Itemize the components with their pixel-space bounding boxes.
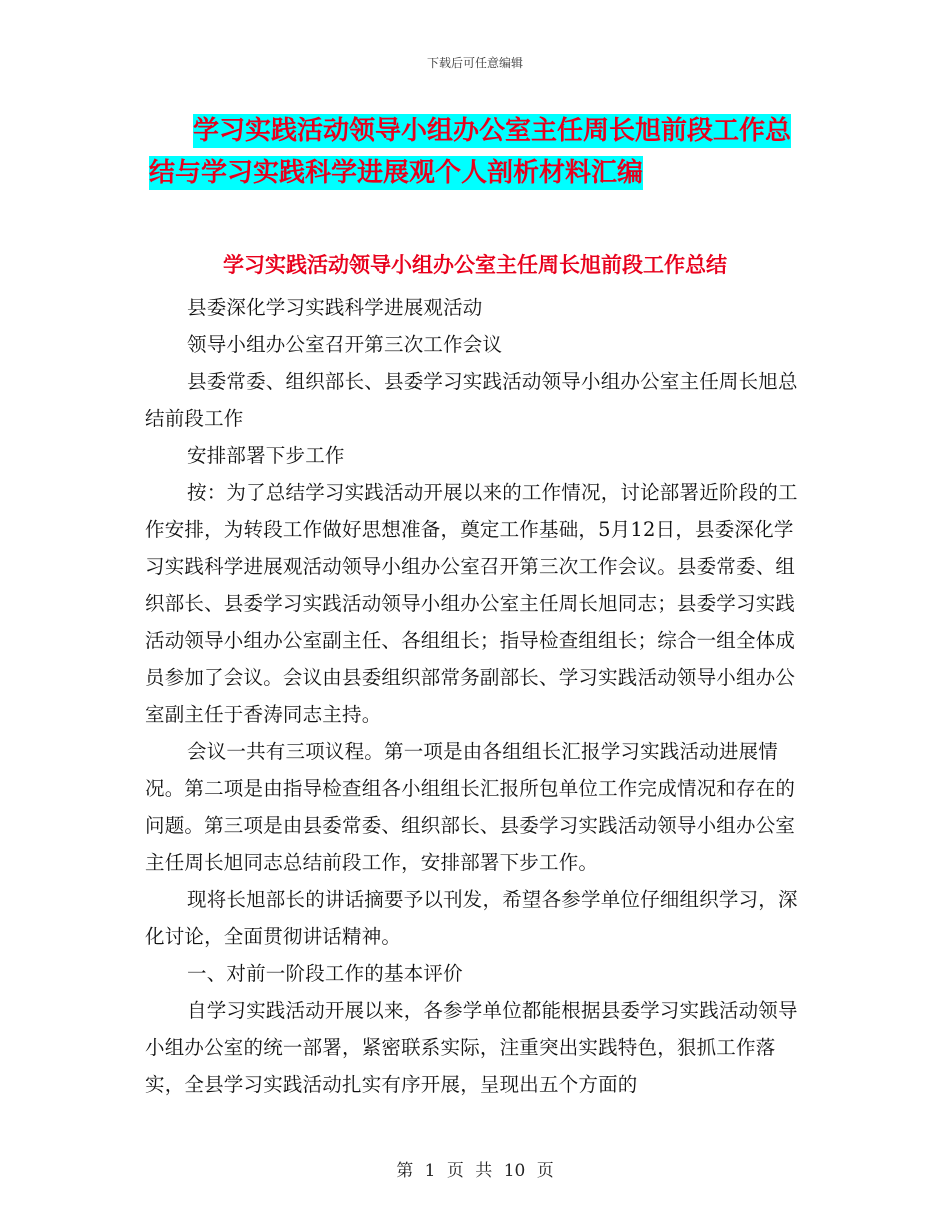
paragraph: 县委常委、组织部长、县委学习实践活动领导小组办公室主任周长旭总结前段工作 bbox=[145, 370, 798, 430]
paragraph: 现将长旭部长的讲话摘要予以刊发，希望各参学单位仔细组织学习，深化讨论，全面贯彻讲话精神。 bbox=[145, 888, 798, 948]
paragraph: 按：为了总结学习实践活动开展以来的工作情况，讨论部署近阶段的工作安排，为转段工作做好思想准备，奠定工作基础，5月12日，县委深化学习实践科学进展观活动领导小组办公室召开第三次工作会议。县委常委、组织部长、县委学习实践活动领导小组办公室主任周长旭同志；县委学习实践活动领导小组办公室副主任、各组组长；指导检查组组长；综合一组全体成员参加了会议。会议由县委组织部常务副部长、学习实践活动领导小组办公室副主任于香涛同志主持。 bbox=[145, 481, 798, 726]
paragraph: 自学习实践活动开展以来，各参学单位都能根据县委学习实践活动领导小组办公室的统一部署，紧密联系实际，注重突出实践特色，狠抓工作落实，全县学习实践活动扎实有序开展，呈现出五个方面的 bbox=[145, 999, 798, 1096]
document-title-line-1 bbox=[145, 110, 815, 152]
title-highlight-2: 结与学习实践科学进展观个人剖析材料汇编 bbox=[149, 158, 644, 188]
document-title-line-2 bbox=[145, 152, 815, 194]
paragraph: 会议一共有三项议程。第一项是由各组组长汇报学习实践活动进展情况。第二项是由指导检查组各小组组长汇报所包单位工作完成情况和存在的问题。第三项是由县委常委、组织部长、县委学习实践活动领导小组办公室主任周长旭同志总结前段工作，安排部署下步工作。 bbox=[145, 740, 796, 874]
section-title: 学习实践活动领导小组办公室主任周长旭前段工作总结 bbox=[223, 253, 727, 277]
paragraph: 安排部署下步工作 bbox=[187, 444, 345, 467]
paragraph: 一、对前一阶段工作的基本评价 bbox=[187, 962, 463, 985]
paragraph: 县委深化学习实践科学进展观活动 bbox=[187, 296, 483, 319]
document-body bbox=[145, 289, 805, 1103]
document-title bbox=[145, 110, 815, 194]
title-highlight-1: 学习实践活动领导小组办公室主任周长旭前段工作总 bbox=[193, 116, 792, 146]
paragraph: 领导小组办公室召开第三次工作会议 bbox=[187, 333, 503, 356]
page-number: 第 1 页 共 10 页 bbox=[396, 1161, 554, 1181]
page-header-note: 下载后可任意编辑 bbox=[426, 56, 523, 70]
